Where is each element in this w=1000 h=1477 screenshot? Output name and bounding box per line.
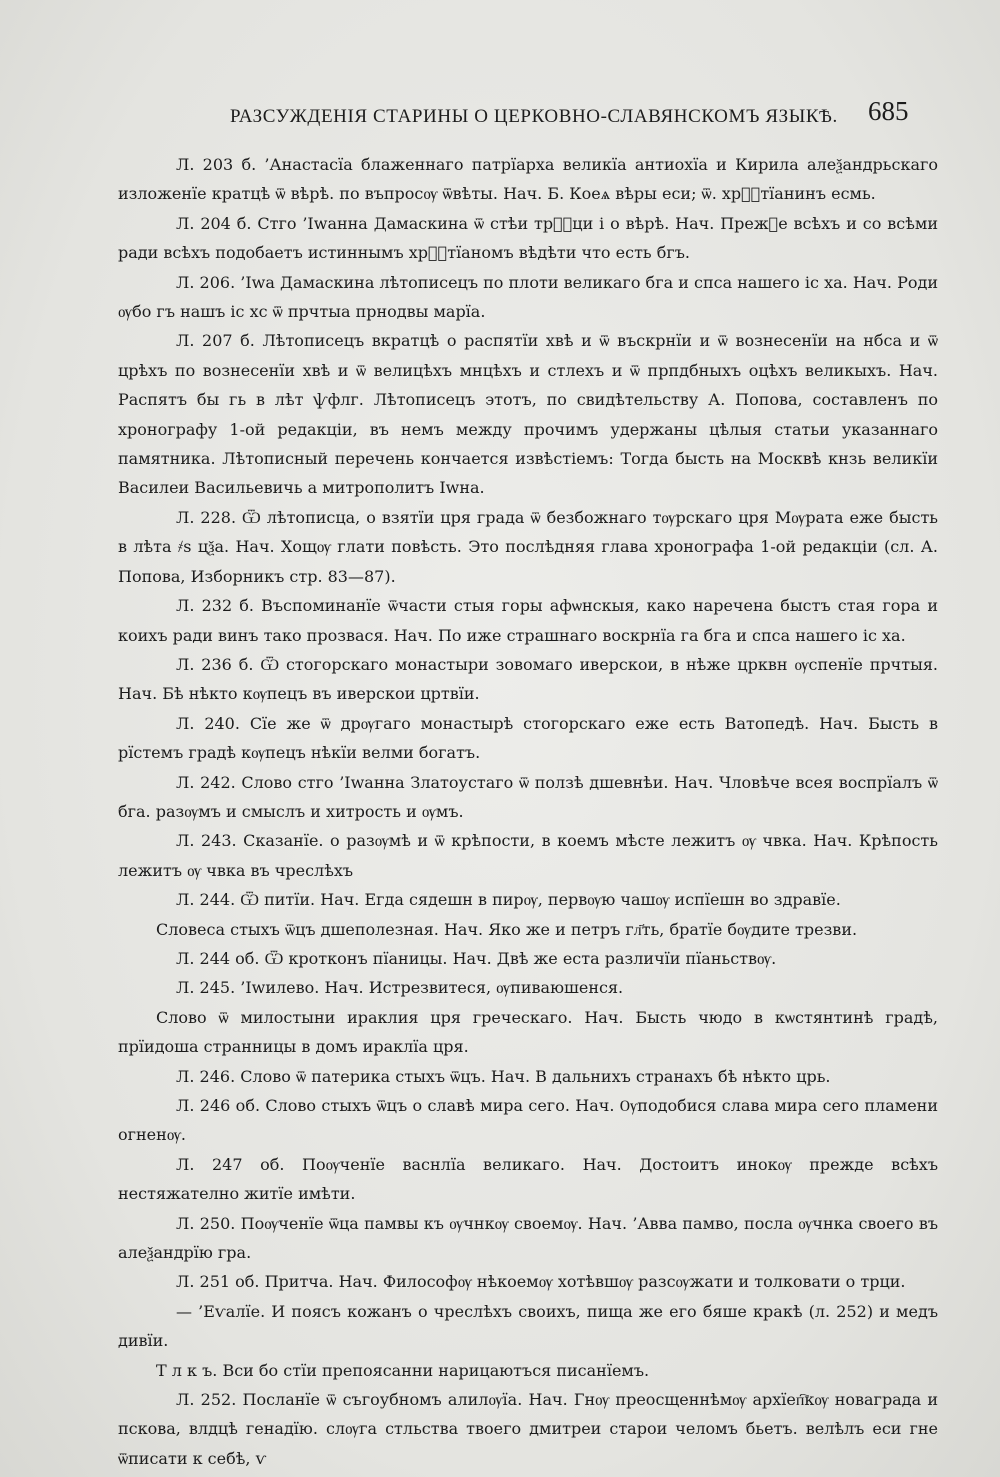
entry-paragraph: Л. 206. ’Іwа Дамаскина лѣтописецъ по плоти великаго бга и спса нашего іс ха. Нач. Роди ѹбо гъ нашъ іс хс ѿ прчтыа прнодвы марїа. (118, 272, 938, 322)
entry-paragraph: Л. 232 б. Въспоминанїе ѿчасти стыя горы афѡнскыя, како наречена быстъ стая гора и коихъ ради винъ тако прозвася. Нач. По иже страшнаго воскрнїа га бга и спса нашего іс ха. (118, 596, 938, 645)
entry-paragraph: Л. 236 б. Ѿ стогорскаго монастыри зовомаго иверскои, в нѣже црквн ѹспенїе прчтыя. Нач. Бѣ нѣкто кѹпецъ въ иверскои цртвїи. (118, 654, 938, 704)
entry-paragraph: Л. 251 об. Притча. Нач. Философѹ нѣкоемѹ хотѣвшѹ разсѹжати и толковати о трци. (176, 1272, 906, 1292)
entry-paragraph: Л. 244. Ѿ питїи. Нач. Егда сядешн в пирѹ, первѹю чашѹ испїешн во здравїе. (176, 890, 841, 910)
entry-paragraph: Л. 244 об. Ѿ кротконъ пїаницы. Нач. Двѣ же еста различїи пїаньствѹ. (176, 948, 777, 968)
entry-paragraph: Л. 242. Слово стго ’Іwанна Златоустаго ѿ ползѣ дшевнѣи. Нач. Чловѣче всея воспрїалъ ѿ бга. разѹмъ и смыслъ и хитрость и ѹмъ. (118, 772, 938, 821)
entry-paragraph: Л. 207 б. Лѣтописецъ вкратцѣ о распятїи хвѣ и ѿ въскрнїи и ѿ вознесенїи на нбса и ѿ црѣхъ по вознесенїи хвѣ и ѿ велицѣхъ мнцѣхъ и стлехъ и ѿ прпдбныхъ оцѣхъ великыхъ. Нач. Распятъ бы гь в лѣт ѱфлг. Лѣтописецъ этотъ, по свидѣтельству А. Попова, составленъ по хронографу 1-ой редакціи, въ немъ между прочимъ удержаны цѣлыя статьи указаннаго памятника. Лѣтописный перечень кончается извѣстіемъ: Тогда бысть на Москвѣ кнзь великїи Василеи Васильевичь а митрополитъ Іwна. (118, 331, 938, 498)
entry-paragraph: Слово ѿ милостыни ираклия цря греческаго. Нач. Бысть чюдо в кѡстянтинѣ градѣ, прїидоша странницы в домъ ираклїа цря. (118, 1007, 938, 1057)
entry-paragraph: Л. 243. Сказанїе. о разѹмѣ и ѿ крѣпости, в коемъ мѣсте лежитъ ѹ чвка. Нач. Крѣпость лежитъ ѹ чвка въ чреслѣхъ (118, 831, 938, 880)
entry-paragraph: Л. 252. Посланїе ѿ съгоубномъ алилѹїа. Нач. Гнѹ преосщеннѣмѹ архїеп҇кѹ новаграда и пскова, влдцѣ генадїю. слѹга стльства твоего дмитреи старои челомъ бьетъ. велѣлъ еси гне ѿписати к себѣ, ѵ (118, 1390, 938, 1468)
entry-paragraph: Л. 247 об. Поѹченїе васнлїа великаго. Нач. Достоитъ инокѹ прежде всѣхъ нестяжателно житїе имѣти. (118, 1154, 938, 1204)
entry-paragraph: Л. 250. Поѹченїе ѿца памвы къ ѹчнкѹ своемѹ. Нач. ’Авва памво, посла ѹчнка своего въ алеѯандрїю гра. (118, 1213, 938, 1263)
page-title: РАЗСУЖДЕНІЯ СТАРИНЫ О ЦЕРКОВНО-СЛАВЯНСКОМЪ ЯЗЫКѢ. (230, 106, 838, 127)
entry-paragraph: Л. 246. Слово ѿ патерика стыхъ ѿцъ. Нач. В дальнихъ странахъ бѣ нѣкто црь. (176, 1066, 831, 1086)
entry-paragraph: Л. 246 об. Слово стыхъ ѿцъ о славѣ мира сего. Нач. Ѹподобися слава мира сего пламени огненѹ. (118, 1096, 938, 1145)
entry-paragraph: Т л к ъ. Вси бо стїи препоясанни нарицаютъся писанїемъ. (156, 1360, 650, 1380)
entry-paragraph: Л. 245. ’Іwилево. Нач. Истрезвитеся, ѹпиваюшенся. (176, 978, 624, 998)
entry-paragraph: Л. 203 б. ’Анастасїа блаженнаго патрїарха великїа антиохїа и Кирила алеѯандрьскаго изложенїе кратцѣ ѿ вѣрѣ. по въпросѹ ѿвѣты. Нач. Б. Коеѧ вѣры еси; ѿ. хрⷭ҇тїанинъ есмь. (118, 155, 938, 204)
body-text (118, 150, 938, 1473)
entry-paragraph: Л. 240. Сїе же ѿ дрѹгаго монастырѣ стогорскаго еже есть Ватопедѣ. Нач. Бысть в рїстемъ градѣ кѹпецъ нѣкїи велми богатъ. (118, 713, 938, 763)
entry-paragraph: Л. 204 б. Стго ’Іwанна Дамаскина ѿ стѣи трⷪ҇ци і о вѣрѣ. Нач. Прежⷣе всѣхъ и со всѣми ради всѣхъ подобаетъ истиннымъ хрⷭ҇тїаномъ вѣдѣти что есть бгъ. (118, 213, 938, 263)
page-number: 685 (868, 96, 909, 126)
entry-paragraph: Л. 228. Ѿ лѣтописца, о взятїи цря града ѿ безбожнаго тѹрскаго цря Мѹрата еже бысть в лѣта ҂ѕ цѯа. Нач. Хощѹ глати повѣсть. Это послѣдняя глава хронографа 1-ой редакціи (сл. А. Попова, Изборникъ стр. 83—87). (118, 507, 938, 586)
entry-paragraph: — ’Еѵалїе. И поясъ кожанъ о чреслѣхъ своихъ, пища же его бяше кракѣ (л. 252) и медъ дивїи. (118, 1301, 938, 1351)
entry-paragraph: Словеса стыхъ ѿцъ дшеполезная. Нач. Яко же и петръ гл҃ть, братїе бѹдите трезви. (156, 919, 858, 939)
running-header (0, 96, 1000, 136)
